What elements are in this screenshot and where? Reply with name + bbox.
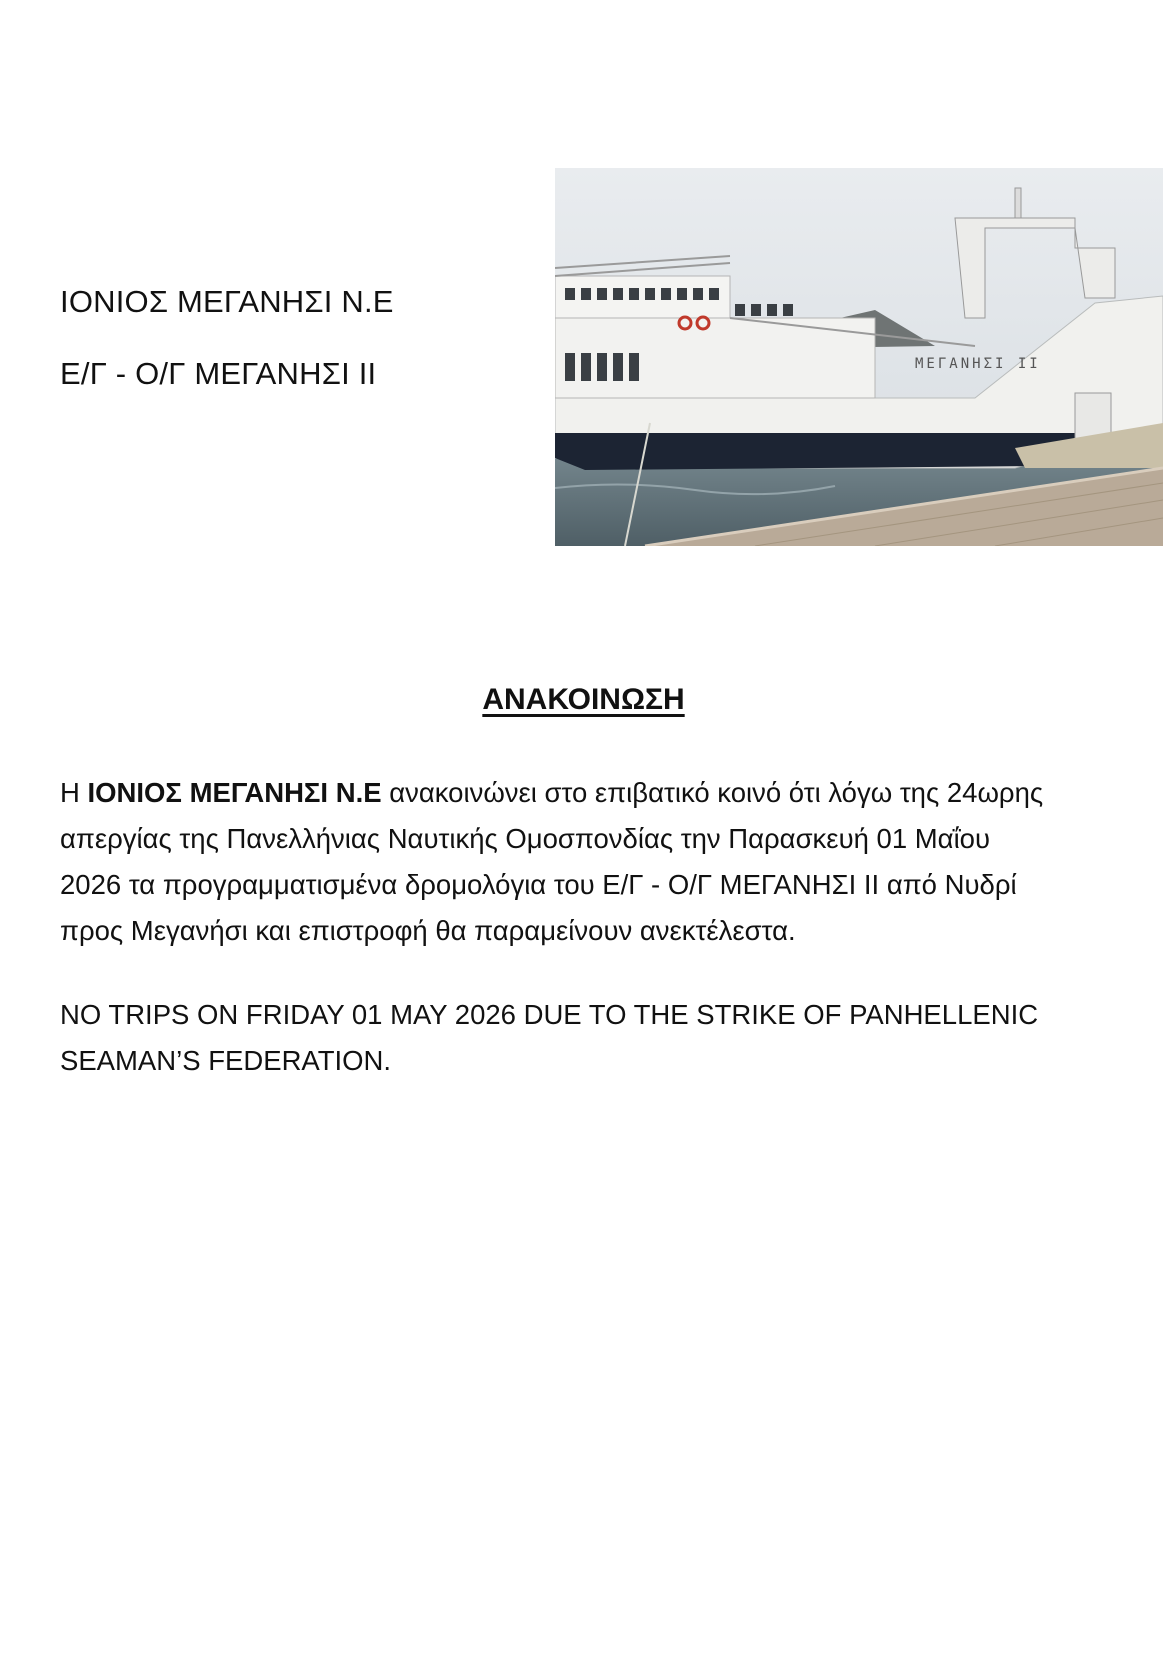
greek-line3: 2026 τα προγραμματισμένα δρομολόγια του Ε/Γ - Ο/Γ ΜΕΓΑΝΗΣΙ ΙΙ από Νυδρί (60, 869, 1017, 900)
greek-company-bold: ΙΟΝΙΟΣ ΜΕΓΑΝΗΣΙ Ν.Ε (87, 777, 382, 808)
hull-lettering: ΜΕΓΑΝΗΣΙ ΙΙ (915, 356, 1041, 372)
hull-stripe (555, 433, 1095, 470)
announcement-english-text (60, 992, 1120, 1084)
greek-line1: ανακοινώνει στο επιβατικό κοινό ότι λόγω της 24ωρης (381, 777, 1044, 808)
header-block (60, 282, 394, 394)
english-line1: NO TRIPS ON FRIDAY 01 MAY 2026 DUE TO THE STRIKE OF PANHELLENIC (60, 999, 1039, 1030)
announcement-greek-text (60, 770, 1120, 954)
greek-line4: προς Μεγανήσι και επιστροφή θα παραμείνουν ανεκτέλεστα. (60, 915, 796, 946)
greek-line2: απεργίας της Πανελλήνιας Ναυτικής Ομοσπονδίας την Παρασκευή 01 Μαΐου (60, 823, 991, 854)
english-line2: SEAMAN’S FEDERATION. (60, 1045, 392, 1076)
announcement-title: ΑΝΑΚΟΙΝΩΣΗ (482, 683, 685, 716)
company-name: ΙΟΝΙΟΣ ΜΕΓΑΝΗΣΙ Ν.Ε (60, 284, 394, 319)
ferry-photo (555, 168, 1163, 546)
greek-prefix: Η (60, 777, 88, 808)
vessel-name: Ε/Γ - Ο/Γ ΜΕΓΑΝΗΣΙ ΙΙ (60, 356, 377, 391)
